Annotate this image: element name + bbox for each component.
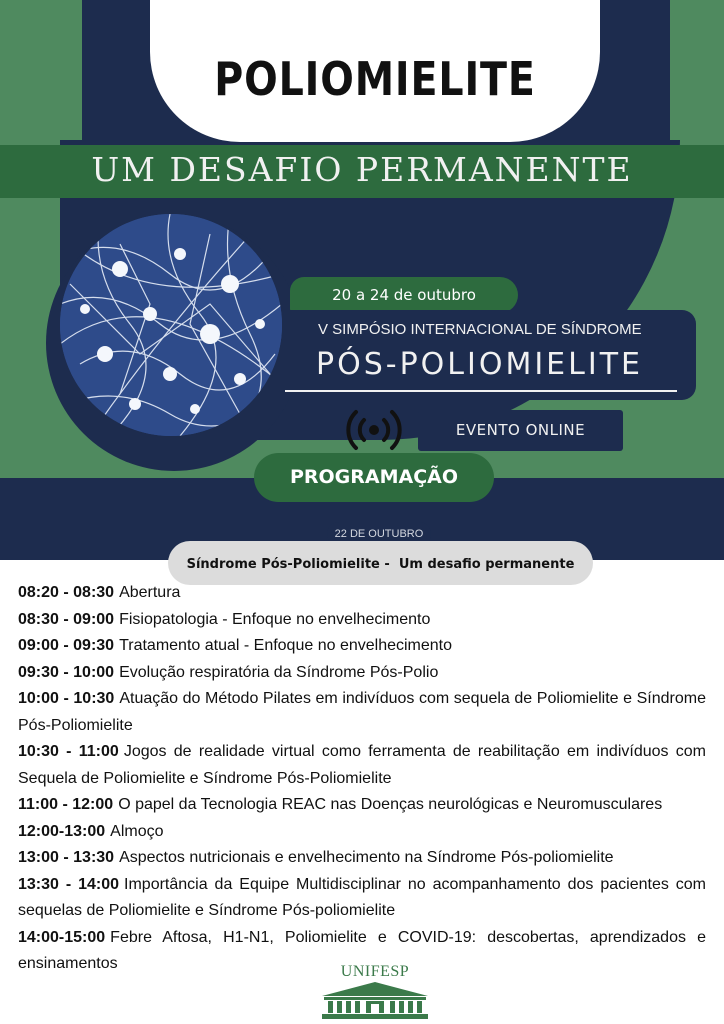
schedule-item bbox=[18, 792, 706, 819]
schedule-time: 10:00 - 10:30 bbox=[18, 690, 115, 707]
schedule-item bbox=[18, 580, 706, 607]
poster-title: POLIOMIELITE bbox=[214, 52, 536, 106]
schedule-time: 14:00-15:00 bbox=[18, 928, 106, 946]
schedule-item bbox=[18, 819, 706, 846]
schedule-topic: Fisiopatologia - Enfoque no envelhecimento bbox=[119, 610, 431, 628]
schedule-time: 08:20 - 08:30 bbox=[18, 584, 115, 601]
schedule-time: 12:00-13:00 bbox=[18, 822, 106, 840]
schedule-topic: O papel da Tecnologia REAC nas Doenças neurológicas e Neuromusculares bbox=[118, 796, 663, 813]
unifesp-logo-text: UNIFESP bbox=[340, 963, 410, 980]
online-event-label: EVENTO ONLINE bbox=[418, 410, 623, 451]
broadcast-icon bbox=[344, 406, 404, 454]
program-heading: PROGRAMAÇÃO bbox=[254, 453, 494, 502]
schedule-time: 13:30 - 14:00 bbox=[18, 875, 120, 893]
symposium-name-line1: V SIMPÓSIO INTERNACIONAL DE SÍNDROME bbox=[318, 321, 642, 338]
schedule-topic: Febre Aftosa, H1-N1, Poliomielite e COVID-19: descobertas, aprendizados e ensinamentos bbox=[18, 928, 706, 972]
schedule-time: 08:30 - 09:00 bbox=[18, 610, 115, 628]
schedule-time: 10:30 - 11:00 bbox=[18, 743, 119, 760]
schedule-time: 09:00 - 09:30 bbox=[18, 637, 115, 654]
schedule-time: 13:00 - 13:30 bbox=[18, 849, 115, 866]
neuron-micrograph-image bbox=[60, 214, 282, 436]
schedule-item bbox=[18, 739, 706, 792]
schedule-time: 11:00 - 12:00 bbox=[18, 796, 114, 813]
poster-subtitle: UM DESAFIO PERMANENTE bbox=[91, 150, 633, 189]
schedule-item bbox=[18, 633, 706, 660]
schedule-topic: Aspectos nutricionais e envelhecimento na Síndrome Pós-poliomielite bbox=[119, 849, 614, 866]
symposium-name-line2: PÓS-POLIOMIELITE bbox=[316, 347, 643, 382]
schedule-topic: Almoço bbox=[110, 822, 164, 840]
schedule-topic: Tratamento atual - Enfoque no envelhecimento bbox=[119, 637, 453, 654]
schedule-item bbox=[18, 872, 706, 925]
schedule-item bbox=[18, 686, 706, 739]
schedule-item bbox=[18, 607, 706, 634]
schedule-item bbox=[18, 660, 706, 687]
schedule-topic: Abertura bbox=[119, 584, 181, 601]
schedule-topic: Atuação do Método Pilates em indivíduos com sequela de Poliomielite e Síndrome Pós-Poliomielite bbox=[18, 690, 707, 734]
schedule-time: 09:30 - 10:00 bbox=[18, 663, 115, 681]
session-title: Síndrome Pós-Poliomielite - Um desafio permanente bbox=[168, 541, 593, 585]
schedule-list bbox=[18, 580, 706, 978]
event-dates: 20 a 24 de outubro bbox=[290, 277, 518, 313]
schedule-topic: Jogos de realidade virtual como ferramenta de reabilitação em indivíduos com Sequela de Poliomielite e Síndrome Pós-Poliomielite bbox=[18, 743, 706, 787]
schedule-topic: Importância da Equipe Multidisciplinar no acompanhamento dos pacientes com sequelas de Poliomielite e Síndrome Pós-poliomielite bbox=[18, 875, 706, 919]
schedule-item bbox=[18, 845, 706, 872]
day-date-badge: 22 DE OUTUBRO bbox=[327, 522, 431, 546]
schedule-topic: Evolução respiratória da Síndrome Pós-Polio bbox=[119, 663, 439, 681]
symposium-underline bbox=[285, 390, 677, 392]
